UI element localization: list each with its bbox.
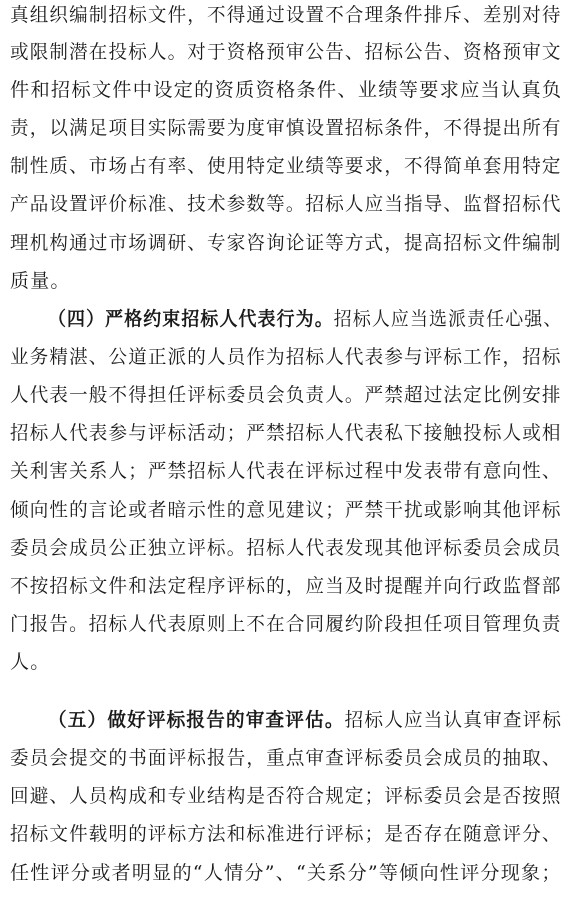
section-heading: （四）严格约束招标人代表行为。 bbox=[48, 308, 334, 330]
text-line: 招标文件载明的评标方法和标准进行评标；是否存在随意评分、 bbox=[10, 823, 562, 845]
section-heading-line bbox=[48, 706, 562, 734]
section-text: 招标人应当选派责任心强、 bbox=[333, 308, 563, 330]
text-line: 门报告。招标人代表原则上不在合同履约阶段担任项目管理负责 bbox=[10, 613, 562, 635]
text-line: 责，以满足项目实际需要为度审慎设置招标条件，不得提出所有 bbox=[10, 117, 562, 139]
text-line: 人代表一般不得担任评标委员会负责人。严禁超过法定比例安排 bbox=[10, 384, 562, 406]
text-line: 招标人代表参与评标活动；严禁招标人代表私下接触投标人或相 bbox=[10, 422, 562, 444]
text-line: 或限制潜在投标人。对于资格预审公告、招标公告、资格预审文 bbox=[10, 41, 562, 63]
text-line: 委员会提交的书面评标报告，重点审查评标委员会成员的抽取、 bbox=[10, 747, 562, 769]
text-line: 件和招标文件中设定的资质资格条件、业绩等要求应当认真负 bbox=[10, 79, 563, 101]
text-line: 委员会成员公正独立评标。招标人代表发现其他评标委员会成员 bbox=[10, 537, 562, 559]
text-line: 回避、人员构成和专业结构是否符合规定；评标委员会是否按照 bbox=[10, 785, 562, 807]
text-line: 制性质、市场占有率、使用特定业绩等要求，不得简单套用特定 bbox=[10, 155, 562, 177]
text-line: 关利害关系人；严禁招标人代表在评标过程中发表带有意向性、 bbox=[10, 460, 562, 482]
text-line: 真组织编制招标文件，不得通过设置不合理条件排斥、差别对待 bbox=[10, 4, 562, 26]
section-heading: （五）做好评标报告的审查评估。 bbox=[48, 709, 345, 731]
text-line: 质量。 bbox=[10, 270, 71, 292]
text-line: 理机构通过市场调研、专家咨询论证等方式，提高招标文件编制 bbox=[10, 232, 562, 254]
text-line: 产品设置评价标准、技术参数等。招标人应当指导、监督招标代 bbox=[10, 193, 562, 215]
section-heading-line bbox=[48, 305, 562, 333]
text-line: 倾向性的言论或者暗示性的意见建议；严禁干扰或影响其他评标 bbox=[10, 499, 562, 521]
text-line: 业务精湛、公道正派的人员作为招标人代表参与评标工作，招标 bbox=[10, 346, 562, 368]
text-line: 不按招标文件和法定程序评标的，应当及时提醒并向行政监督部 bbox=[10, 575, 562, 597]
text-line: 人。 bbox=[10, 651, 51, 673]
text-line: 任性评分或者明显的“人情分”、“关系分”等倾向性评分现象； bbox=[10, 862, 562, 884]
section-text: 招标人应当认真审查评标 bbox=[344, 709, 563, 731]
